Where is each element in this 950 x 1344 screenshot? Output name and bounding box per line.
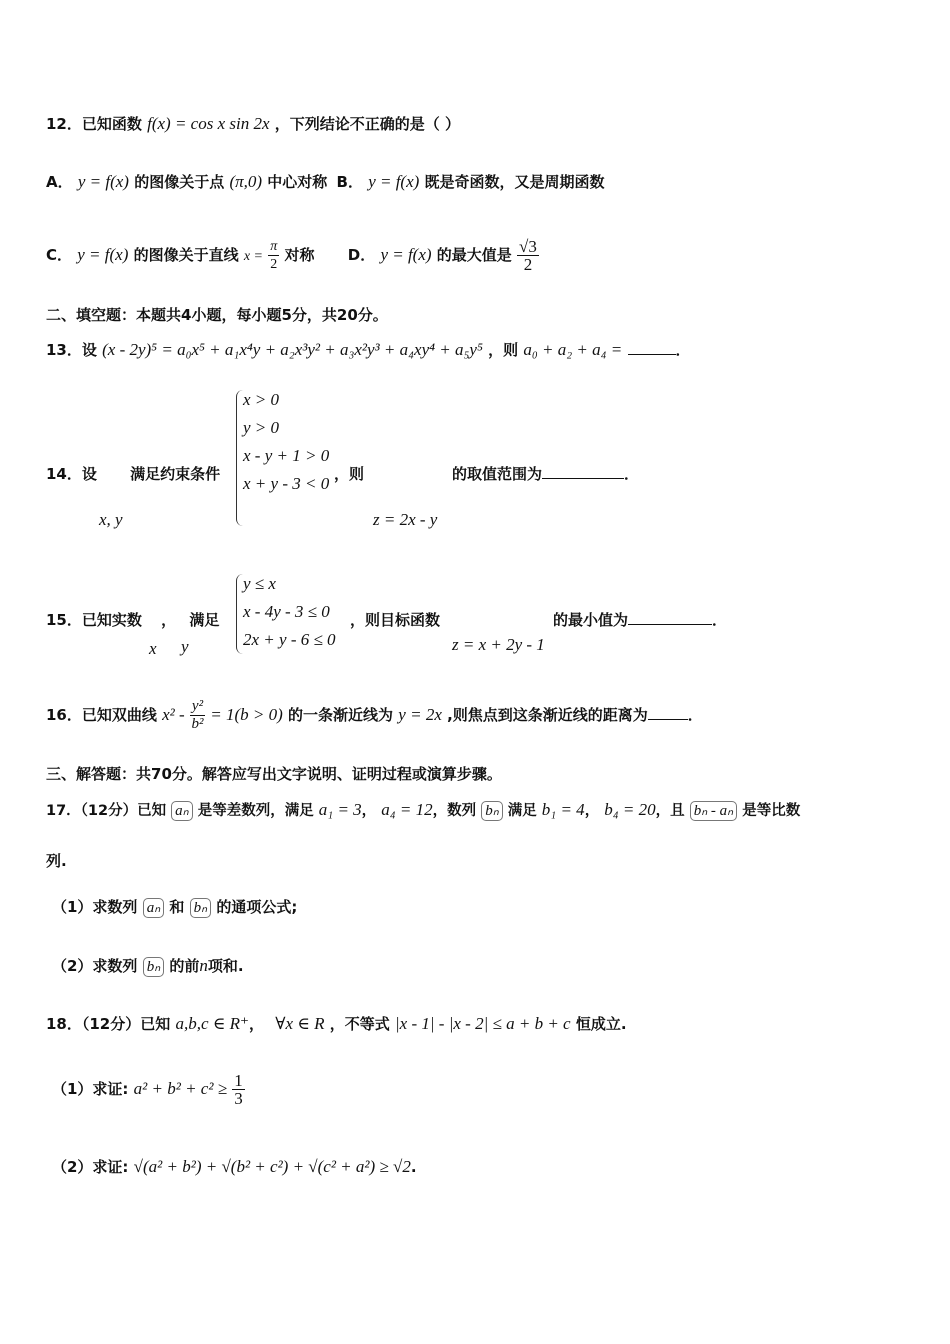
q14-constraints [243, 386, 329, 498]
q14-text1: 满足约束条件 [130, 465, 221, 483]
q17-part2-prefix: （2）求数列 [52, 957, 138, 975]
q18-condition: a,b,c ∈ R⁺ [175, 1014, 249, 1033]
q17-continuation: 列. [46, 852, 67, 870]
q16-eq-num: y² [191, 698, 204, 714]
q18-part2-end: . [410, 1158, 417, 1176]
q17-part2 [52, 956, 244, 977]
q12-option-a-point: (π,0) [229, 172, 263, 191]
q15-text1: 满足 [189, 611, 220, 629]
q14-text2: ，则 [334, 465, 365, 483]
q12-option-c-text2: 对称 [284, 246, 315, 264]
q12-option-a-label: A． [46, 173, 73, 191]
q14-constraint-4: x + y - 3 < 0 [243, 474, 330, 493]
q13-prefix: 13．设 [46, 341, 97, 359]
q18-part1-prefix: （1）求证: [52, 1080, 129, 1098]
q12-option-a-text2: 中心对称 [267, 173, 328, 191]
q12-option-d-math: y = f(x) [380, 245, 432, 264]
q18-text2: 恒成立. [575, 1015, 627, 1033]
q17-text3: 满足 [507, 803, 537, 819]
q16-asymptote: y = 2x [398, 705, 442, 724]
q12-option-a-math: y = f(x) [77, 172, 129, 191]
q17-part2-text2: 项和. [207, 957, 244, 975]
q14-stem [46, 464, 220, 484]
q18-sep: ， [248, 1015, 264, 1033]
q15-stem [46, 610, 219, 630]
q12-stem [46, 114, 460, 134]
q15-text3: 的最小值为 [553, 611, 629, 629]
q14-brace [236, 390, 243, 526]
q13-ask: a₀ + a₂ + a₄ = [523, 340, 623, 359]
q16-prefix: 16．已知双曲线 [46, 706, 157, 724]
q17-part2-seq-b: bₙ [143, 957, 164, 977]
q16-answer-blank[interactable] [648, 705, 688, 720]
q15-constraint-3: 2x + y - 6 ≤ 0 [243, 630, 336, 649]
q17-seq-b: bₙ [481, 801, 502, 821]
q18-forall: ∀x ∈ R [275, 1014, 325, 1033]
q12-option-b-text: 既是奇函数，又是周期函数 [424, 173, 605, 191]
q16-eq-right: = 1(b > 0) [210, 705, 283, 724]
q18-part1-den: 3 [234, 1089, 243, 1108]
q12-option-b-math: y = f(x) [368, 172, 420, 191]
q15-brace [236, 574, 243, 654]
q12-formula: f(x) = cos x sin 2x [147, 114, 270, 133]
q18-prefix: 18．（12分）已知 [46, 1015, 171, 1033]
q16-text2: ,则焦点到这条渐近线的距离为 [447, 706, 648, 724]
q14-target: z = 2x - y [373, 510, 438, 529]
q14-answer-blank[interactable] [542, 464, 624, 479]
q15-text2: ，则目标函数 [350, 611, 441, 629]
q17-a4: a₄ = 12 [381, 800, 433, 819]
q15-constraint-2: x - 4y - 3 ≤ 0 [243, 602, 330, 621]
section2-title: 二、填空题：本题共4小题，每小题5分，共20分。 [46, 306, 388, 324]
q12-options-ab [46, 172, 605, 192]
q15-var-x: x [149, 639, 157, 658]
q15-answer-blank[interactable] [628, 610, 712, 625]
q16 [46, 697, 703, 733]
q12-suffix: ，下列结论不正确的是（ ） [274, 115, 460, 133]
q16-text1: 的一条渐近线为 [288, 706, 394, 724]
q18-part1 [52, 1068, 245, 1110]
q14-constraint-2: y > 0 [243, 418, 280, 437]
q12-option-c-text: 的图像关于直线 [133, 246, 239, 264]
q15-ask [553, 610, 727, 630]
q12-option-d-label: D． [347, 246, 376, 264]
q15-target: z = x + 2y - 1 [452, 635, 545, 654]
q17-part1-text: 的通项公式; [216, 898, 298, 916]
q18-part1-fraction [232, 1072, 245, 1107]
q12-option-d-num: √3 [519, 237, 537, 256]
q17-prefix: 17．（12分）已知 [46, 803, 167, 819]
q17-seq-a: aₙ [171, 801, 192, 821]
section3-title: 三、解答题：共70分。解答应写出文字说明、证明过程或演算步骤。 [46, 765, 502, 783]
q17-text2: ，数列 [432, 803, 477, 819]
q12-option-d-text: 的最大值是 [436, 246, 512, 264]
q13-answer-blank[interactable] [628, 340, 676, 355]
q12-option-c-num: π [270, 239, 278, 254]
q13-expr: (x - 2y)⁵ = a₀x⁵ + a₁x⁴y + a₂x³y² + a₃x²y³ + a₄xy⁴ + a₅y⁵ [102, 340, 483, 359]
q17-part1 [52, 897, 297, 918]
q12-options-cd [46, 238, 539, 274]
q17-part1-and: 和 [169, 898, 185, 916]
q12-option-a-text: 的图像关于点 [134, 173, 225, 191]
q13-mid: ，则 [488, 341, 519, 359]
q17-stem [46, 800, 800, 821]
q17-part2-n: n [199, 956, 208, 975]
q17-part1-seq-b: bₙ [190, 898, 211, 918]
q12-option-c-den: 2 [270, 257, 278, 272]
q14-text3: 的取值范围为 [452, 465, 543, 483]
q17-b4: b₄ = 20 [604, 800, 656, 819]
q18-part1-expr: a² + b² + c² ≥ [133, 1079, 228, 1098]
q14-ask [452, 464, 639, 484]
q15-var-y: y [181, 637, 189, 656]
q16-eq-den: b² [191, 716, 204, 732]
q18-part2 [52, 1157, 417, 1177]
q17-b1: b₁ = 4 [541, 800, 585, 819]
q17-part1-seq-a: aₙ [143, 898, 164, 918]
q17-text5: 是等比数 [742, 803, 801, 819]
q17-seq-diff: bₙ - aₙ [690, 801, 737, 821]
q18-text1: ，不等式 [329, 1015, 390, 1033]
q17-a1: a₁ = 3 [318, 800, 362, 819]
q17-text4: ，且 [655, 803, 685, 819]
q17-text1: 是等差数列，满足 [197, 803, 314, 819]
q14-prefix: 14．设 [46, 465, 97, 483]
q14-constraint-1: x > 0 [243, 390, 280, 409]
q12-option-c-eq: x = [243, 249, 264, 264]
q14-end: ． [624, 465, 640, 483]
q13-end: ． [675, 341, 691, 359]
q14-vars: x, y [99, 510, 123, 529]
q16-end: ． [687, 706, 703, 724]
q18-stem [46, 1014, 627, 1034]
q12-prefix: 12．已知函数 [46, 115, 142, 133]
q17-sep-2: ， [584, 803, 600, 819]
q12-option-b-label: B． [336, 173, 363, 191]
q15-constraint-1: y ≤ x [243, 574, 276, 593]
q16-eq-left: x² - [162, 705, 185, 724]
q12-option-c-fraction [268, 238, 279, 273]
q18-part2-expr: √(a² + b²) + √(b² + c²) + √(c² + a²) ≥ √2 [133, 1157, 411, 1176]
q16-eq-fraction [190, 698, 205, 733]
q17-part1-prefix: （1）求数列 [52, 898, 138, 916]
q12-option-d-den: 2 [523, 255, 533, 274]
q15-constraints [243, 570, 336, 654]
q17-sep-1: ， [361, 803, 377, 819]
q18-inequality: |x - 1| - |x - 2| ≤ a + b + c [395, 1014, 571, 1033]
q14-constraint-3: x - y + 1 > 0 [243, 446, 330, 465]
q17-part2-text1: 的前 [169, 957, 200, 975]
q15-comma: ， [161, 611, 177, 629]
q15-prefix: 15．已知实数 [46, 611, 142, 629]
q12-option-d-fraction [517, 238, 539, 273]
q18-part1-num: 1 [234, 1071, 243, 1090]
q12-option-c-label: C． [46, 246, 73, 264]
q12-option-c-math: y = f(x) [77, 245, 129, 264]
q15-end: ． [712, 611, 728, 629]
q13 [46, 340, 691, 360]
q18-part2-prefix: （2）求证: [52, 1158, 129, 1176]
